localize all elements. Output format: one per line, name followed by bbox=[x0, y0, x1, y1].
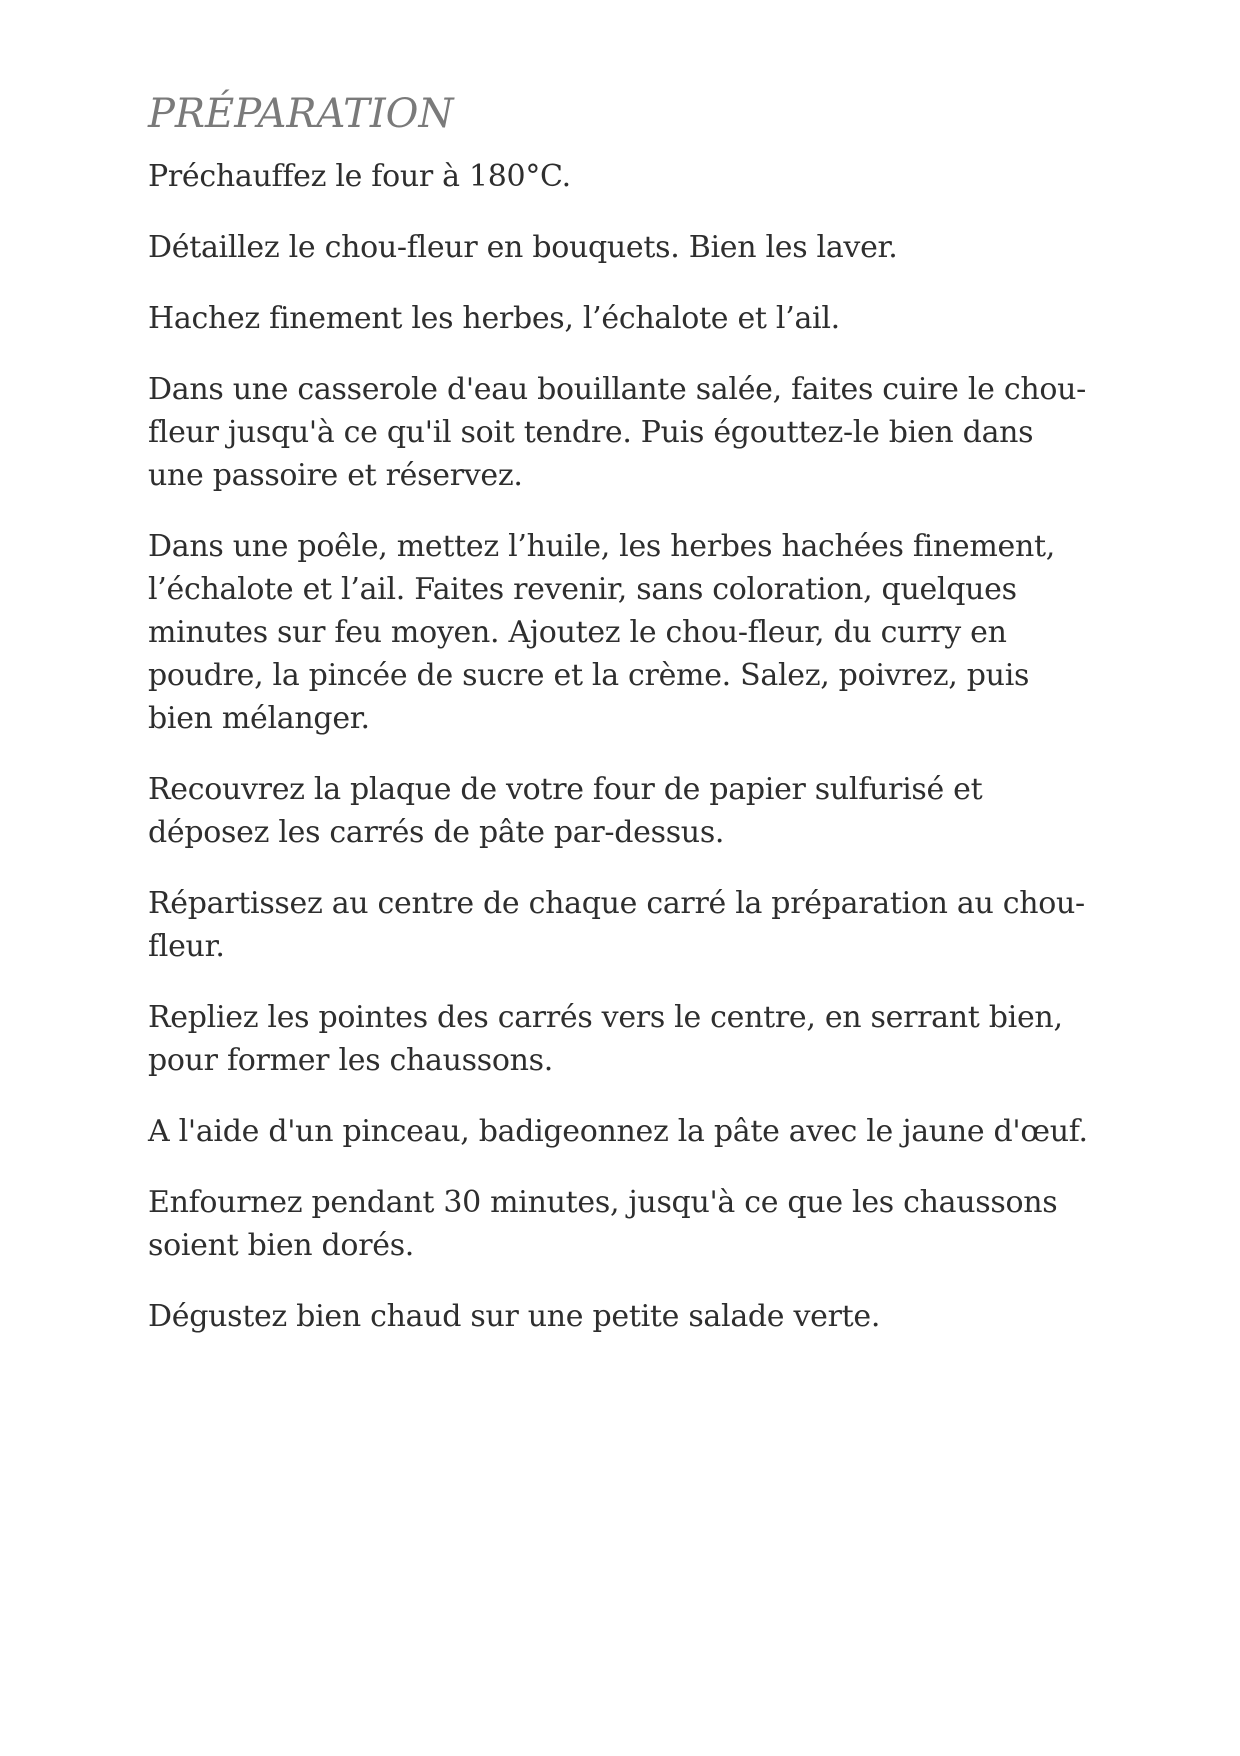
preparation-step-6: Recouvrez la plaque de votre four de papier sulfurisé et déposez les carrés de pâte par-dessus. bbox=[148, 772, 983, 850]
preparation-step-11: Dégustez bien chaud sur une petite salade verte. bbox=[148, 1299, 881, 1334]
recipe-preparation-section bbox=[148, 86, 1088, 1366]
preparation-step-1: Préchauffez le four à 180°C. bbox=[148, 159, 571, 194]
section-title: PRÉPARATION bbox=[148, 91, 454, 137]
preparation-step-2: Détaillez le chou-fleur en bouquets. Bien les laver. bbox=[148, 230, 898, 265]
preparation-step-8: Repliez les pointes des carrés vers le centre, en serrant bien, pour former les chaussons. bbox=[148, 1000, 1063, 1078]
preparation-step-7: Répartissez au centre de chaque carré la préparation au chou-fleur. bbox=[148, 886, 1085, 964]
preparation-step-4: Dans une casserole d'eau bouillante salée, faites cuire le chou-fleur jusqu'à ce qu'il soit tendre. Puis égouttez-le bien dans une passoire et réservez. bbox=[148, 372, 1086, 493]
preparation-step-3: Hachez finement les herbes, l’échalote et l’ail. bbox=[148, 301, 840, 336]
preparation-step-10: Enfournez pendant 30 minutes, jusqu'à ce que les chaussons soient bien dorés. bbox=[148, 1185, 1058, 1263]
preparation-step-9: A l'aide d'un pinceau, badigeonnez la pâte avec le jaune d'œuf. bbox=[148, 1114, 1088, 1149]
preparation-step-5: Dans une poêle, mettez l’huile, les herbes hachées finement, l’échalote et l’ail. Faites revenir, sans coloration, quelques minutes sur feu moyen. Ajoutez le chou-fleur, du curry en poudre, la pincée de sucre et la crème. Salez, poivrez, puis bien mélanger. bbox=[148, 529, 1056, 736]
